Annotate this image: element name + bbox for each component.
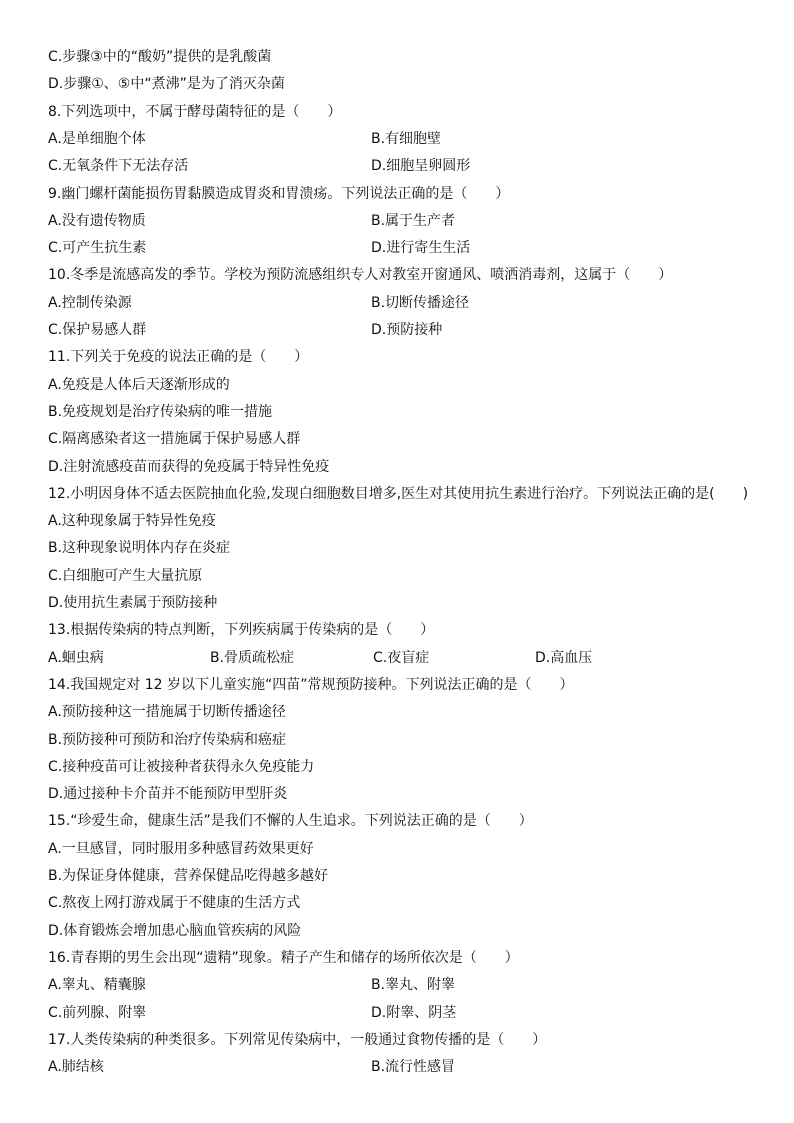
option-line: B.免疫规划是治疗传染病的唯一措施	[48, 404, 273, 420]
option: B.骨质疏松症	[210, 650, 295, 666]
question-stem: 10.冬季是流感高发的季节。学校为预防流感组织专人对教室开窗通风、喷洒消毒剂，这属于（ ）	[48, 267, 673, 283]
option: C.无氧条件下无法存活	[48, 158, 189, 174]
option-line: A.一旦感冒，同时服用多种感冒药效果更好	[48, 841, 314, 857]
option: D.高血压	[535, 650, 593, 666]
option: A.控制传染源	[48, 295, 132, 311]
option-line: D.步骤①、⑤中“煮沸”是为了消灭杂菌	[48, 76, 285, 92]
question-stem: 9.幽门螺杆菌能损伤胃黏膜造成胃炎和胃溃疡。下列说法正确的是（ ）	[48, 186, 510, 202]
option: C.保护易感人群	[48, 322, 147, 338]
option: B.属于生产者	[371, 213, 456, 229]
question-stem: 16.青春期的男生会出现“遗精”现象。精子产生和储存的场所依次是（ ）	[48, 950, 519, 966]
question-stem: 8.下列选项中，不属于酵母菌特征的是（ ）	[48, 104, 342, 120]
option: C.夜盲症	[373, 650, 430, 666]
option: B.流行性感冒	[371, 1059, 456, 1075]
option-line: C.熬夜上网打游戏属于不健康的生活方式	[48, 895, 301, 911]
option-line: D.体育锻炼会增加患心脑血管疾病的风险	[48, 923, 302, 939]
option-line: C.接种疫苗可让被接种者获得永久免疫能力	[48, 759, 315, 775]
option: D.附睾、阴茎	[371, 1005, 457, 1021]
option: A.睾丸、精囊腺	[48, 977, 146, 993]
option: A.是单细胞个体	[48, 131, 146, 147]
option-line: D.使用抗生素属于预防接种	[48, 595, 218, 611]
option: C.可产生抗生素	[48, 240, 147, 256]
option: B.睾丸、附睾	[371, 977, 456, 993]
option: B.切断传播途径	[371, 295, 470, 311]
option: A.蛔虫病	[48, 650, 104, 666]
question-stem: 15.“珍爱生命，健康生活”是我们不懈的人生追求。下列说法正确的是（ ）	[48, 813, 533, 829]
question-stem: 14.我国规定对 12 岁以下儿童实施“四苗”常规预防接种。下列说法正确的是（ ）	[48, 677, 574, 693]
option-line: B.预防接种可预防和治疗传染病和癌症	[48, 732, 287, 748]
option: D.预防接种	[371, 322, 443, 338]
option-line: D.注射流感疫苗而获得的免疫属于特异性免疫	[48, 459, 330, 475]
question-stem: 12.小明因身体不适去医院抽血化验,发现白细胞数目增多,医生对其使用抗生素进行治疗。下列说法正确的是( )	[48, 486, 749, 502]
option-line: C.步骤③中的“酸奶”提供的是乳酸菌	[48, 49, 272, 65]
option: B.有细胞壁	[371, 131, 442, 147]
question-stem: 11.下列关于免疫的说法正确的是（ ）	[48, 349, 309, 365]
option: A.肺结核	[48, 1059, 104, 1075]
option-line: A.预防接种这一措施属于切断传播途径	[48, 704, 286, 720]
option-line: C.白细胞可产生大量抗原	[48, 568, 203, 584]
option-line: D.通过接种卡介苗并不能预防甲型肝炎	[48, 786, 288, 802]
option-line: B.为保证身体健康，营养保健品吃得越多越好	[48, 868, 329, 884]
option: D.细胞呈卵圆形	[371, 158, 471, 174]
option: A.没有遗传物质	[48, 213, 146, 229]
option-line: A.免疫是人体后天逐渐形成的	[48, 377, 230, 393]
option-line: C.隔离感染者这一措施属于保护易感人群	[48, 431, 301, 447]
option: D.进行寄生生活	[371, 240, 471, 256]
question-stem: 13.根据传染病的特点判断，下列疾病属于传染病的是（ ）	[48, 622, 435, 638]
option: C.前列腺、附睾	[48, 1005, 147, 1021]
question-stem: 17.人类传染病的种类很多。下列常见传染病中，一般通过食物传播的是（ ）	[48, 1032, 547, 1048]
option-line: B.这种现象说明体内存在炎症	[48, 540, 231, 556]
option-line: A.这种现象属于特异性免疫	[48, 513, 216, 529]
